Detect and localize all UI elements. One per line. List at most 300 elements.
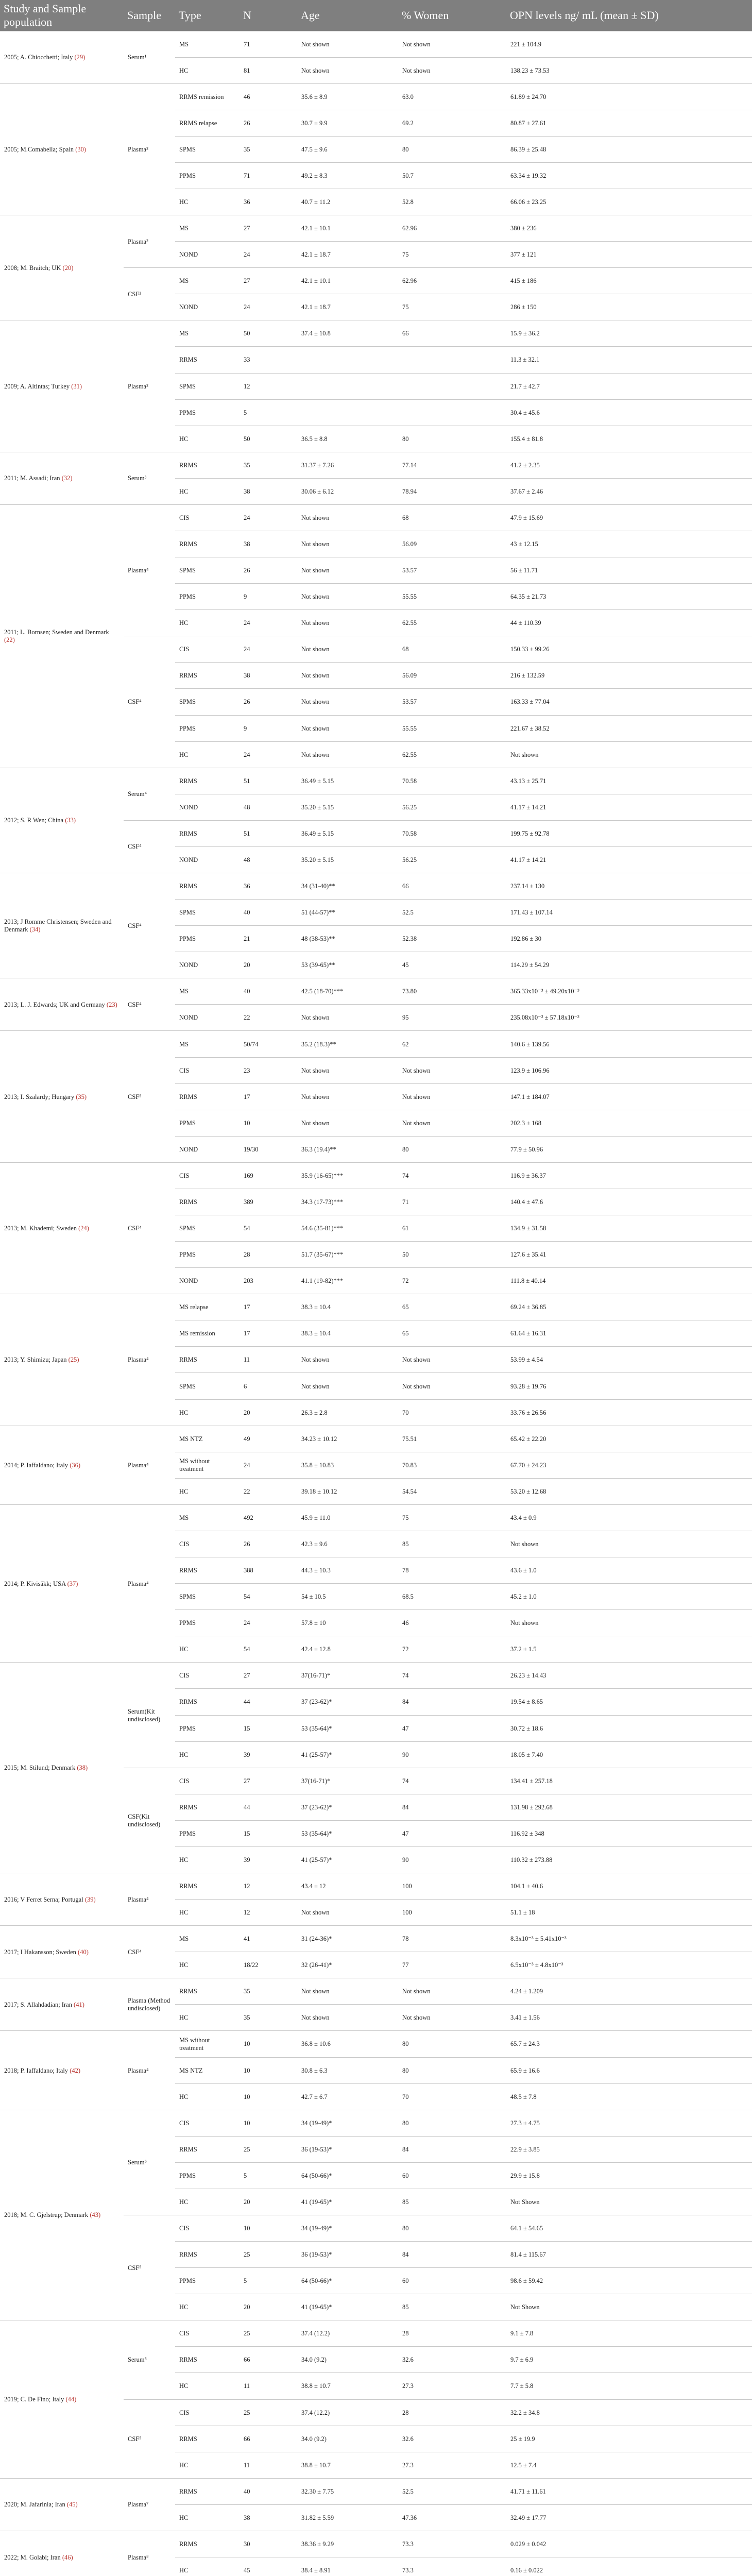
women-percent-cell: 75.51 — [398, 1426, 506, 1452]
age-cell: 35.8 ± 10.83 — [297, 1452, 398, 1478]
women-percent-cell: Not shown — [398, 1347, 506, 1373]
women-percent-cell: 73.80 — [398, 978, 506, 1005]
n-cell: 20 — [240, 1399, 297, 1426]
study-reference-link[interactable]: (24) — [78, 1225, 89, 1232]
n-cell: 54 — [240, 1215, 297, 1242]
n-cell: 9 — [240, 715, 297, 741]
women-percent-cell: 68 — [398, 636, 506, 663]
age-cell: 41 (19-65)* — [297, 2189, 398, 2215]
sample-cell: Plasma² — [124, 215, 175, 268]
age-cell: 37.4 (12.2) — [297, 2399, 398, 2426]
sample-cell: Plasma (Method undisclosed) — [124, 1978, 175, 2031]
study-cell — [0, 504, 124, 768]
type-cell: MS remission — [175, 1320, 240, 1347]
study-label: 2005; A. Chiocchetti; Italy — [4, 54, 73, 61]
type-cell: RRMS — [175, 2347, 240, 2373]
n-cell: 25 — [240, 2242, 297, 2268]
age-cell: 35.20 ± 5.15 — [297, 846, 398, 873]
study-cell — [0, 83, 124, 215]
study-cell — [0, 1873, 124, 1925]
women-percent-cell: Not shown — [398, 1083, 506, 1110]
opn-level-cell: 163.33 ± 77.04 — [506, 689, 752, 715]
n-cell: 17 — [240, 1294, 297, 1320]
n-cell: 388 — [240, 1557, 297, 1584]
women-percent-cell: 78 — [398, 1926, 506, 1952]
women-percent-cell: 70 — [398, 1399, 506, 1426]
women-percent-cell: 65 — [398, 1320, 506, 1347]
n-cell: 38 — [240, 531, 297, 557]
opn-level-cell: 6.5x10⁻³ ± 4.8x10⁻³ — [506, 1952, 752, 1978]
study-cell — [0, 1162, 124, 1294]
table-row — [0, 1426, 752, 1452]
age-cell: Not shown — [297, 1900, 398, 1926]
age-cell: 64 (50-66)* — [297, 2162, 398, 2189]
opn-level-cell: 93.28 ± 19.76 — [506, 1373, 752, 1399]
type-cell: RRMS — [175, 873, 240, 900]
type-cell: PPMS — [175, 162, 240, 189]
sample-cell: CSF⁴ — [124, 636, 175, 768]
opn-level-cell: 56 ± 11.71 — [506, 557, 752, 584]
study-reference-link[interactable]: (22) — [4, 636, 15, 644]
opn-level-cell: 65.7 ± 24.3 — [506, 2031, 752, 2057]
study-reference-link[interactable]: (35) — [76, 1093, 87, 1100]
n-cell: 41 — [240, 1926, 297, 1952]
women-percent-cell: 84 — [398, 2136, 506, 2162]
opn-level-cell: 30.4 ± 45.6 — [506, 399, 752, 426]
study-reference-link[interactable]: (38) — [77, 1764, 88, 1772]
n-cell: 25 — [240, 2320, 297, 2347]
table-row — [0, 978, 752, 1005]
women-percent-cell: 70.58 — [398, 768, 506, 794]
type-cell: NOND — [175, 242, 240, 268]
opn-level-cell: 65.42 ± 22.20 — [506, 1426, 752, 1452]
n-cell: 45 — [240, 2557, 297, 2576]
age-cell: 41 (19-65)* — [297, 2294, 398, 2320]
study-label: 2020; M. Jafarinia; Iran — [4, 2501, 65, 2509]
sample-cell: Serum¹ — [124, 31, 175, 83]
type-cell: PPMS — [175, 1610, 240, 1636]
study-cell — [0, 2031, 124, 2110]
type-cell: CIS — [175, 636, 240, 663]
n-cell: 18/22 — [240, 1952, 297, 1978]
women-percent-cell: 71 — [398, 1189, 506, 1215]
type-cell: MS — [175, 215, 240, 242]
type-cell: RRMS — [175, 1557, 240, 1584]
study-reference-link[interactable]: (43) — [90, 2211, 101, 2219]
age-cell: 35.9 (16-65)*** — [297, 1162, 398, 1189]
type-cell: RRMS — [175, 820, 240, 846]
study-label: 2018; M. C. Gjelstrup; Denmark — [4, 2211, 89, 2219]
type-cell: MS NTZ — [175, 1426, 240, 1452]
n-cell: 71 — [240, 162, 297, 189]
age-cell: 42.3 ± 9.6 — [297, 1531, 398, 1557]
type-cell: SPMS — [175, 557, 240, 584]
opn-level-cell: Not Shown — [506, 2189, 752, 2215]
table-row — [0, 1663, 752, 1689]
opn-level-cell: 380 ± 236 — [506, 215, 752, 242]
study-reference-link[interactable]: (42) — [70, 2066, 81, 2074]
sample-cell: CSF⁵ — [124, 1031, 175, 1162]
study-reference-link[interactable]: (33) — [65, 817, 76, 824]
type-cell: MS — [175, 320, 240, 347]
study-label: 2018; P. Iaffaldano; Italy — [4, 2066, 69, 2074]
study-cell — [0, 1663, 124, 1873]
type-cell: PPMS — [175, 1110, 240, 1136]
sample-cell: Serum³ — [124, 452, 175, 504]
opn-level-cell: 127.6 ± 35.41 — [506, 1242, 752, 1268]
study-reference-link[interactable]: (40) — [78, 1948, 89, 1956]
study-cell — [0, 215, 124, 320]
age-cell: 42.7 ± 6.7 — [297, 2083, 398, 2110]
type-cell: NOND — [175, 294, 240, 320]
women-percent-cell: 73.3 — [398, 2557, 506, 2576]
study-reference-link[interactable]: (20) — [62, 264, 74, 272]
n-cell: 51 — [240, 768, 297, 794]
women-percent-cell: 27.3 — [398, 2373, 506, 2399]
n-cell: 81 — [240, 57, 297, 83]
age-cell: Not shown — [297, 663, 398, 689]
age-cell: 64 (50-66)* — [297, 2268, 398, 2294]
type-cell: RRMS — [175, 347, 240, 373]
study-reference-link[interactable]: (29) — [74, 54, 86, 61]
type-cell: HC — [175, 1478, 240, 1504]
women-percent-cell: 100 — [398, 1873, 506, 1899]
n-cell: 5 — [240, 2268, 297, 2294]
women-percent-cell: 85 — [398, 2294, 506, 2320]
study-reference-link[interactable]: (32) — [61, 474, 73, 482]
study-cell — [0, 2320, 124, 2478]
table-row — [0, 83, 752, 110]
n-cell: 28 — [240, 1242, 297, 1268]
type-cell: CIS — [175, 2215, 240, 2241]
n-cell: 12 — [240, 373, 297, 399]
type-cell: HC — [175, 2083, 240, 2110]
women-percent-cell: 32.6 — [398, 2426, 506, 2452]
n-cell: 38 — [240, 663, 297, 689]
n-cell: 22 — [240, 1005, 297, 1031]
sample-cell: CSF⁴ — [124, 820, 175, 873]
age-cell: 36 (19-53)* — [297, 2136, 398, 2162]
n-cell: 389 — [240, 1189, 297, 1215]
study-reference-link[interactable]: (39) — [84, 1895, 96, 1903]
type-cell: CIS — [175, 2399, 240, 2426]
n-cell: 50 — [240, 426, 297, 452]
opn-level-cell: 27.3 ± 4.75 — [506, 2110, 752, 2136]
n-cell: 492 — [240, 1504, 297, 1531]
opn-level-cell: 43.6 ± 1.0 — [506, 1557, 752, 1584]
n-cell: 12 — [240, 1873, 297, 1899]
type-cell: NOND — [175, 1136, 240, 1162]
n-cell: 24 — [240, 610, 297, 636]
opn-level-cell: 65.9 ± 16.6 — [506, 2057, 752, 2083]
type-cell: CIS — [175, 1162, 240, 1189]
header-women: % Women — [398, 0, 506, 31]
sample-cell: CSF⁴ — [124, 873, 175, 978]
age-cell: 45.9 ± 11.0 — [297, 1504, 398, 1531]
study-reference-link[interactable]: (46) — [62, 2553, 73, 2561]
age-cell: 36.5 ± 8.8 — [297, 426, 398, 452]
sample-cell: CSF⁵ — [124, 2215, 175, 2320]
n-cell: 39 — [240, 1846, 297, 1873]
women-percent-cell: 50.7 — [398, 162, 506, 189]
opn-level-cell: 237.14 ± 130 — [506, 873, 752, 900]
study-cell — [0, 768, 124, 873]
type-cell: HC — [175, 1399, 240, 1426]
opn-level-cell: 9.1 ± 7.8 — [506, 2320, 752, 2347]
age-cell: Not shown — [297, 504, 398, 531]
study-cell — [0, 2110, 124, 2320]
sample-cell: Plasma² — [124, 83, 175, 215]
age-cell: Not shown — [297, 1083, 398, 1110]
women-percent-cell: 52.8 — [398, 189, 506, 215]
women-percent-cell: 72 — [398, 1636, 506, 1663]
sample-cell: CSF(Kit undisclosed) — [124, 1768, 175, 1873]
n-cell: 27 — [240, 1768, 297, 1794]
women-percent-cell: 47 — [398, 1715, 506, 1741]
study-reference-link[interactable]: (25) — [68, 1356, 79, 1364]
type-cell: RRMS — [175, 1189, 240, 1215]
age-cell: 34 (31-40)** — [297, 873, 398, 900]
opn-level-cell: 9.7 ± 6.9 — [506, 2347, 752, 2373]
opn-level-cell: 63.34 ± 19.32 — [506, 162, 752, 189]
opn-level-cell: 235.08x10⁻³ ± 57.18x10⁻³ — [506, 1005, 752, 1031]
n-cell: 38 — [240, 2504, 297, 2531]
opn-level-cell: 80.87 ± 27.61 — [506, 110, 752, 136]
n-cell: 24 — [240, 504, 297, 531]
women-percent-cell: 73.3 — [398, 2531, 506, 2557]
type-cell: RRMS — [175, 1347, 240, 1373]
table-row — [0, 1978, 752, 2005]
study-label: 2017; S. Allahdadian; Iran — [4, 2001, 72, 2008]
age-cell: Not shown — [297, 2005, 398, 2031]
sample-cell: Plasma⁴ — [124, 2031, 175, 2110]
type-cell: SPMS — [175, 900, 240, 926]
women-percent-cell: 70.58 — [398, 820, 506, 846]
type-cell: HC — [175, 57, 240, 83]
study-label: 2013; I. Szalardy; Hungary — [4, 1093, 75, 1100]
opn-level-cell: 134.9 ± 31.58 — [506, 1215, 752, 1242]
n-cell: 10 — [240, 2215, 297, 2241]
women-percent-cell: 45 — [398, 952, 506, 978]
n-cell: 27 — [240, 268, 297, 294]
type-cell: HC — [175, 2452, 240, 2478]
age-cell: 42.1 ± 18.7 — [297, 242, 398, 268]
opn-level-cell: 150.33 ± 99.26 — [506, 636, 752, 663]
opn-level-cell: 415 ± 186 — [506, 268, 752, 294]
age-cell: Not shown — [297, 1057, 398, 1083]
study-cell — [0, 2531, 124, 2576]
age-cell: 40.7 ± 11.2 — [297, 189, 398, 215]
study-cell — [0, 1426, 124, 1504]
n-cell: 5 — [240, 399, 297, 426]
age-cell: 30.7 ± 9.9 — [297, 110, 398, 136]
opn-level-cell: 286 ± 150 — [506, 294, 752, 320]
type-cell: HC — [175, 2373, 240, 2399]
n-cell: 26 — [240, 110, 297, 136]
study-reference-link[interactable]: (30) — [75, 145, 87, 153]
n-cell: 44 — [240, 1689, 297, 1715]
n-cell: 19/30 — [240, 1136, 297, 1162]
type-cell: MS — [175, 978, 240, 1005]
opn-level-cell: 33.76 ± 26.56 — [506, 1399, 752, 1426]
women-percent-cell: 53.57 — [398, 689, 506, 715]
study-reference-link[interactable]: (37) — [67, 1580, 78, 1587]
opn-level-cell: 15.9 ± 36.2 — [506, 320, 752, 347]
age-cell: 51.7 (35-67)*** — [297, 1242, 398, 1268]
women-percent-cell: 63.0 — [398, 83, 506, 110]
women-percent-cell — [398, 347, 506, 373]
opn-level-cell: 29.9 ± 15.8 — [506, 2162, 752, 2189]
n-cell: 24 — [240, 741, 297, 768]
age-cell: 35.6 ± 8.9 — [297, 83, 398, 110]
age-cell: 36.3 (19.4)** — [297, 1136, 398, 1162]
opn-level-cell: 26.23 ± 14.43 — [506, 1663, 752, 1689]
opn-level-cell: 67.70 ± 24.23 — [506, 1452, 752, 1478]
women-percent-cell: 90 — [398, 1846, 506, 1873]
age-cell: Not shown — [297, 1005, 398, 1031]
study-label: 2013; M. Khademi; Sweden — [4, 1225, 77, 1232]
opn-level-cell: 7.7 ± 5.8 — [506, 2373, 752, 2399]
opn-level-cell: 138.23 ± 73.53 — [506, 57, 752, 83]
women-percent-cell: 69.2 — [398, 110, 506, 136]
table-row — [0, 504, 752, 531]
opn-level-cell: 114.29 ± 54.29 — [506, 952, 752, 978]
type-cell: RRMS — [175, 452, 240, 478]
type-cell: CIS — [175, 1768, 240, 1794]
age-cell: 31 (24-36)* — [297, 1926, 398, 1952]
age-cell: 31.37 ± 7.26 — [297, 452, 398, 478]
women-percent-cell: 78 — [398, 1557, 506, 1584]
n-cell: 39 — [240, 1741, 297, 1768]
age-cell: 36.49 ± 5.15 — [297, 768, 398, 794]
women-percent-cell: 47 — [398, 1820, 506, 1846]
sample-cell: Plasma⁷ — [124, 2478, 175, 2531]
opn-level-cell: 365.33x10⁻³ ± 49.20x10⁻³ — [506, 978, 752, 1005]
n-cell: 71 — [240, 31, 297, 57]
age-cell: 30.06 ± 6.12 — [297, 478, 398, 504]
study-label: 2008; M. Braitch; UK — [4, 264, 61, 272]
age-cell: Not shown — [297, 531, 398, 557]
women-percent-cell: 27.3 — [398, 2452, 506, 2478]
study-cell — [0, 1504, 124, 1662]
type-cell: PPMS — [175, 399, 240, 426]
women-percent-cell: 56.25 — [398, 846, 506, 873]
opn-level-cell: 134.41 ± 257.18 — [506, 1768, 752, 1794]
study-cell — [0, 2478, 124, 2531]
study-cell — [0, 978, 124, 1031]
study-reference-link[interactable]: (36) — [70, 1461, 81, 1469]
age-cell: 42.1 ± 10.1 — [297, 215, 398, 242]
type-cell: RRMS — [175, 1083, 240, 1110]
header-opn: OPN levels ng/ mL (mean ± SD) — [506, 0, 752, 31]
age-cell: 47.5 ± 9.6 — [297, 136, 398, 162]
age-cell: 41 (25-57)* — [297, 1741, 398, 1768]
age-cell: 42.4 ± 12.8 — [297, 1636, 398, 1663]
opn-level-cell: 43.4 ± 0.9 — [506, 1504, 752, 1531]
n-cell: 66 — [240, 2426, 297, 2452]
n-cell: 10 — [240, 2083, 297, 2110]
table-row — [0, 2320, 752, 2347]
study-reference-link[interactable]: (45) — [66, 2501, 78, 2509]
type-cell: HC — [175, 1900, 240, 1926]
women-percent-cell: 53.57 — [398, 557, 506, 584]
type-cell: HC — [175, 2504, 240, 2531]
age-cell: 34.0 (9.2) — [297, 2347, 398, 2373]
type-cell: PPMS — [175, 1715, 240, 1741]
women-percent-cell: 74 — [398, 1162, 506, 1189]
age-cell: 38.3 ± 10.4 — [297, 1320, 398, 1347]
opn-level-cell: 221.67 ± 38.52 — [506, 715, 752, 741]
type-cell: PPMS — [175, 2268, 240, 2294]
age-cell — [297, 347, 398, 373]
age-cell: Not shown — [297, 1373, 398, 1399]
age-cell: 37(16-71)* — [297, 1768, 398, 1794]
n-cell: 35 — [240, 1978, 297, 2005]
age-cell: 32.30 ± 7.75 — [297, 2478, 398, 2504]
sample-cell: Serum⁴ — [124, 768, 175, 820]
women-percent-cell: 68 — [398, 504, 506, 531]
n-cell: 11 — [240, 2373, 297, 2399]
women-percent-cell: 75 — [398, 242, 506, 268]
women-percent-cell — [398, 399, 506, 426]
study-reference-link[interactable]: (31) — [71, 382, 82, 390]
sample-cell: Serum(Kit undisclosed) — [124, 1663, 175, 1768]
women-percent-cell — [398, 373, 506, 399]
type-cell: RRMS — [175, 1794, 240, 1820]
type-cell: PPMS — [175, 926, 240, 952]
table-row — [0, 2478, 752, 2504]
age-cell: 53 (39-65)** — [297, 952, 398, 978]
study-reference-link[interactable]: (34) — [29, 926, 41, 934]
women-percent-cell: 50 — [398, 1242, 506, 1268]
women-percent-cell: 95 — [398, 1005, 506, 1031]
opn-level-cell: 32.2 ± 34.8 — [506, 2399, 752, 2426]
type-cell: PPMS — [175, 1242, 240, 1268]
opn-level-cell: 377 ± 121 — [506, 242, 752, 268]
opn-level-cell: 202.3 ± 168 — [506, 1110, 752, 1136]
n-cell: 23 — [240, 1057, 297, 1083]
study-reference-link[interactable]: (23) — [106, 1001, 117, 1008]
opn-level-cell: 111.8 ± 40.14 — [506, 1268, 752, 1294]
age-cell: 34.3 (17-73)*** — [297, 1189, 398, 1215]
age-cell: 53 (35-64)* — [297, 1715, 398, 1741]
sample-cell: CSF⁴ — [124, 978, 175, 1031]
women-percent-cell: 75 — [398, 294, 506, 320]
women-percent-cell: 47.36 — [398, 2504, 506, 2531]
study-label: 2013; L. J. Edwards; UK and Germany — [4, 1001, 105, 1008]
study-label: 2014; P. Kivisäkk; USA — [4, 1580, 66, 1587]
type-cell: MS — [175, 1504, 240, 1531]
n-cell: 66 — [240, 2347, 297, 2373]
type-cell: PPMS — [175, 584, 240, 610]
age-cell: 37 (23-62)* — [297, 1794, 398, 1820]
opn-level-cell: 81.4 ± 115.67 — [506, 2242, 752, 2268]
opn-level-cell: 131.98 ± 292.68 — [506, 1794, 752, 1820]
women-percent-cell: 77 — [398, 1952, 506, 1978]
n-cell: 40 — [240, 2478, 297, 2504]
women-percent-cell: 78.94 — [398, 478, 506, 504]
type-cell: HC — [175, 2005, 240, 2031]
study-cell — [0, 1978, 124, 2031]
type-cell: HC — [175, 1846, 240, 1873]
study-reference-link[interactable]: (44) — [65, 2396, 77, 2403]
study-reference-link[interactable]: (41) — [74, 2001, 84, 2008]
age-cell: 35.2 (18.3)** — [297, 1031, 398, 1057]
opn-level-cell: 66.06 ± 23.25 — [506, 189, 752, 215]
type-cell: PPMS — [175, 2162, 240, 2189]
header-study: Study and Sample population — [0, 0, 124, 31]
opn-level-cell: 192.86 ± 30 — [506, 926, 752, 952]
